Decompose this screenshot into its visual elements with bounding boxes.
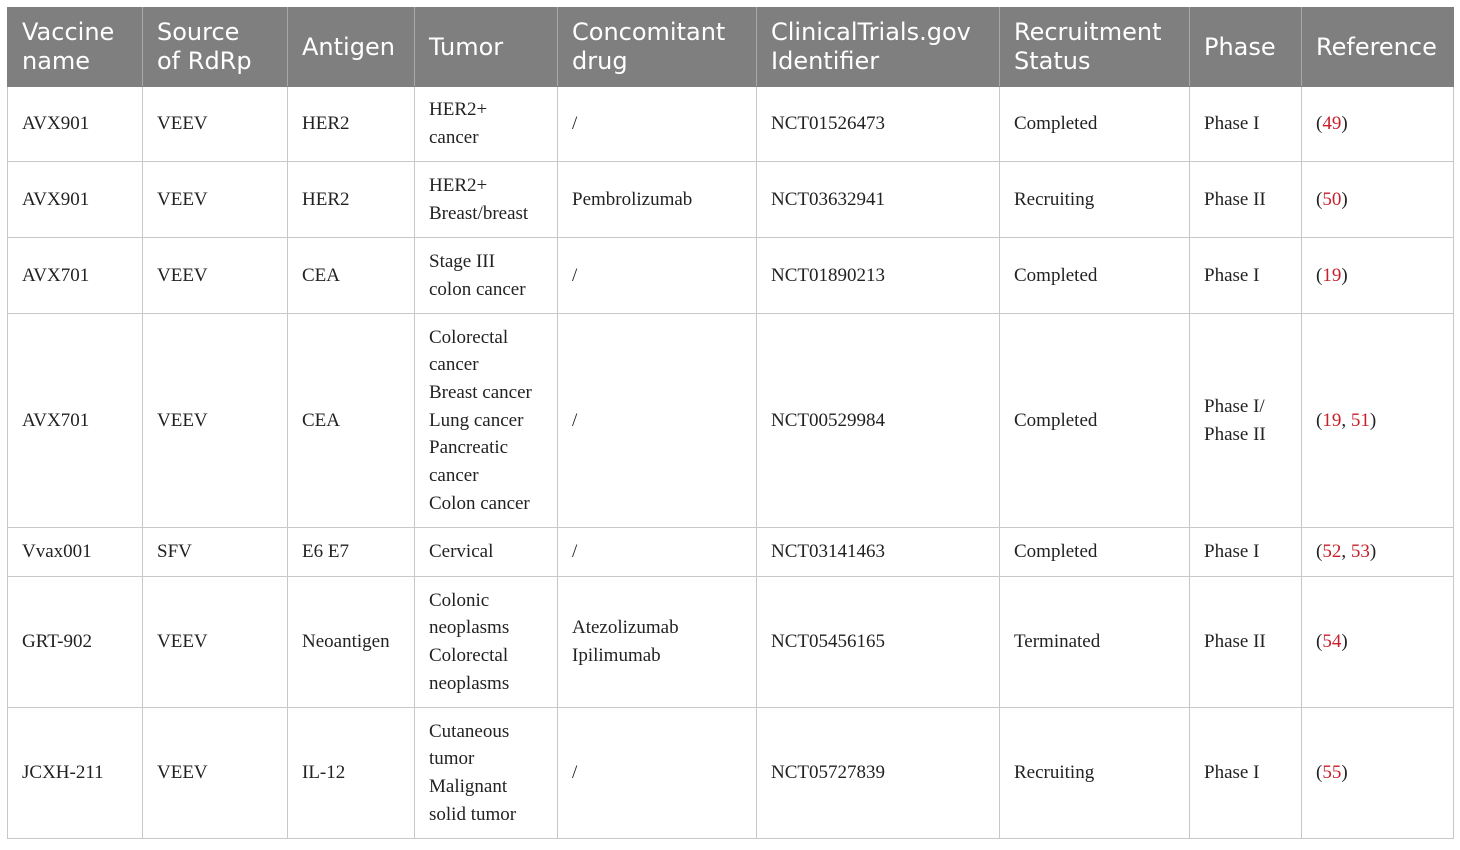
- cell-vaccine-name: JCXH-211: [8, 708, 143, 839]
- header-text: Identifier: [771, 47, 880, 75]
- cell-rdrp-source: VEEV: [143, 577, 288, 708]
- header-concomitant-drug: [558, 8, 757, 87]
- cell-phase-line: Phase I: [1204, 541, 1260, 563]
- header-text: Phase: [1204, 32, 1276, 61]
- cell-antigen: E6 E7: [288, 528, 415, 577]
- table-row: [8, 708, 1454, 839]
- cell-reference: (50): [1302, 162, 1454, 238]
- cell-phase: [1190, 528, 1302, 577]
- cell-rdrp-source: VEEV: [143, 708, 288, 839]
- table-row: [8, 314, 1454, 528]
- header-text: Source: [157, 18, 240, 46]
- header-recruitment-status: [1000, 8, 1190, 87]
- cell-reference: (55): [1302, 708, 1454, 839]
- header-text: Vaccine: [22, 18, 115, 46]
- cell-tumor-line: HER2+: [429, 174, 488, 196]
- cell-concomitant-drug-line: /: [572, 762, 578, 784]
- cell-tumor-line: cancer: [429, 127, 479, 148]
- cell-antigen: HER2: [288, 87, 415, 162]
- cell-concomitant-drug-line: Pembrolizumab: [572, 188, 693, 210]
- cell-tumor-line: Cervical: [429, 541, 494, 563]
- cell-tumor-line: Cutaneous: [429, 720, 510, 742]
- cell-trial-identifier: NCT00529984: [757, 314, 1000, 528]
- cell-rdrp-source: VEEV: [143, 87, 288, 162]
- cell-rdrp-source: VEEV: [143, 162, 288, 238]
- reference-link[interactable]: 52: [1322, 541, 1342, 563]
- cell-phase-line: Phase II: [1204, 631, 1266, 653]
- cell-recruitment-status: Recruiting: [1000, 162, 1190, 238]
- cell-recruitment-status: Completed: [1000, 87, 1190, 162]
- cell-concomitant-drug-line: Atezolizumab: [572, 617, 679, 639]
- header-phase: [1190, 8, 1302, 87]
- table-header: [8, 8, 1454, 87]
- cell-tumor-line: neoplasms: [429, 672, 510, 694]
- cell-tumor-line: Breast cancer: [429, 381, 532, 403]
- cell-trial-identifier: NCT01526473: [757, 87, 1000, 162]
- cell-tumor-line: Colon cancer: [429, 492, 530, 514]
- cell-tumor-line: HER2+: [429, 99, 488, 121]
- cell-tumor: [415, 577, 558, 708]
- cell-tumor: [415, 162, 558, 238]
- header-tumor: [415, 8, 558, 87]
- table-body: [8, 87, 1454, 839]
- cell-trial-identifier: NCT03632941: [757, 162, 1000, 238]
- cell-reference: (52, 53): [1302, 528, 1454, 577]
- cell-concomitant-drug: [558, 162, 757, 238]
- cell-tumor: [415, 238, 558, 314]
- reference-link[interactable]: 50: [1322, 188, 1342, 210]
- cell-phase: [1190, 708, 1302, 839]
- header-text: name: [22, 47, 91, 75]
- reference-link[interactable]: 19: [1322, 409, 1342, 431]
- header-trial-identifier: [757, 8, 1000, 87]
- cell-tumor-line: Colonic: [429, 589, 490, 611]
- cell-tumor-line: Pancreatic: [429, 437, 509, 459]
- header-text: ClinicalTrials.gov: [771, 18, 971, 46]
- cell-trial-identifier: NCT01890213: [757, 238, 1000, 314]
- cell-tumor-line: Colorectal: [429, 645, 509, 666]
- cell-tumor-line: Stage III: [429, 250, 495, 272]
- cell-tumor-line: cancer: [429, 465, 479, 487]
- cell-tumor: [415, 314, 558, 528]
- cell-antigen: IL-12: [288, 708, 415, 839]
- table-row: [8, 528, 1454, 577]
- header-antigen: [288, 8, 415, 87]
- cell-tumor-line: colon cancer: [429, 278, 526, 300]
- cell-tumor-line: solid tumor: [429, 803, 517, 825]
- table-row: [8, 238, 1454, 314]
- cell-concomitant-drug: [558, 528, 757, 577]
- reference-link[interactable]: 53: [1350, 541, 1370, 563]
- cell-antigen: Neoantigen: [288, 577, 415, 708]
- header-text: Tumor: [429, 32, 504, 61]
- cell-trial-identifier: NCT05727839: [757, 708, 1000, 839]
- cell-antigen: CEA: [288, 314, 415, 528]
- cell-antigen: HER2: [288, 162, 415, 238]
- cell-tumor-line: Breast/breast: [429, 202, 529, 224]
- cell-reference: (19, 51): [1302, 314, 1454, 528]
- cell-antigen: CEA: [288, 238, 415, 314]
- cell-concomitant-drug-line: /: [572, 113, 578, 135]
- cell-concomitant-drug-line: /: [572, 409, 578, 431]
- reference-link[interactable]: 49: [1322, 113, 1342, 135]
- cell-tumor-line: neoplasms: [429, 617, 510, 639]
- cell-phase: [1190, 162, 1302, 238]
- cell-phase: [1190, 238, 1302, 314]
- reference-link[interactable]: 51: [1350, 409, 1370, 431]
- cell-phase: [1190, 87, 1302, 162]
- header-text: Recruitment: [1014, 18, 1162, 46]
- header-text: Concomitant: [572, 18, 726, 46]
- header-text: Antigen: [302, 32, 395, 61]
- cell-concomitant-drug: [558, 314, 757, 528]
- cell-trial-identifier: NCT05456165: [757, 577, 1000, 708]
- cell-tumor-line: tumor: [429, 748, 475, 770]
- header-row: [8, 8, 1454, 87]
- rna-vaccine-trials-table: [7, 7, 1454, 839]
- reference-link[interactable]: 55: [1322, 762, 1342, 784]
- cell-vaccine-name: AVX701: [8, 314, 143, 528]
- cell-tumor-line: Malignant: [429, 776, 508, 797]
- cell-vaccine-name: AVX701: [8, 238, 143, 314]
- cell-tumor: [415, 87, 558, 162]
- cell-recruitment-status: Terminated: [1000, 577, 1190, 708]
- cell-phase: [1190, 314, 1302, 528]
- table-row: [8, 87, 1454, 162]
- cell-phase-line: Phase I: [1204, 762, 1260, 784]
- cell-phase-line: Phase I: [1204, 113, 1260, 135]
- trials-table-container: [7, 7, 1453, 839]
- reference-link[interactable]: 54: [1322, 631, 1342, 653]
- cell-recruitment-status: Completed: [1000, 314, 1190, 528]
- cell-phase: [1190, 577, 1302, 708]
- cell-concomitant-drug: [558, 87, 757, 162]
- cell-concomitant-drug-line: /: [572, 541, 578, 563]
- cell-recruitment-status: Completed: [1000, 238, 1190, 314]
- cell-phase-line: Phase II: [1204, 423, 1266, 445]
- cell-concomitant-drug: [558, 238, 757, 314]
- header-text: Reference: [1316, 32, 1437, 61]
- cell-tumor-line: Colorectal: [429, 326, 509, 348]
- cell-reference: (54): [1302, 577, 1454, 708]
- cell-tumor-line: Lung cancer: [429, 409, 524, 431]
- cell-recruitment-status: Recruiting: [1000, 708, 1190, 839]
- cell-phase-line: Phase II: [1204, 188, 1266, 210]
- header-text: Status: [1014, 47, 1091, 75]
- header-reference: [1302, 8, 1454, 87]
- cell-vaccine-name: AVX901: [8, 162, 143, 238]
- cell-rdrp-source: VEEV: [143, 314, 288, 528]
- header-text: of RdRp: [157, 47, 252, 75]
- cell-vaccine-name: Vvax001: [8, 528, 143, 577]
- cell-vaccine-name: AVX901: [8, 87, 143, 162]
- cell-phase-line: Phase I: [1204, 264, 1260, 286]
- cell-concomitant-drug-line: Ipilimumab: [572, 645, 661, 666]
- cell-concomitant-drug: [558, 708, 757, 839]
- cell-tumor: [415, 528, 558, 577]
- cell-phase-line: Phase I/: [1204, 395, 1265, 417]
- reference-link[interactable]: 19: [1322, 264, 1342, 286]
- cell-rdrp-source: VEEV: [143, 238, 288, 314]
- cell-recruitment-status: Completed: [1000, 528, 1190, 577]
- header-rdrp-source: [143, 8, 288, 87]
- cell-reference: (19): [1302, 238, 1454, 314]
- cell-trial-identifier: NCT03141463: [757, 528, 1000, 577]
- table-row: [8, 577, 1454, 708]
- header-text: drug: [572, 47, 628, 75]
- cell-tumor: [415, 708, 558, 839]
- cell-vaccine-name: GRT-902: [8, 577, 143, 708]
- cell-reference: (49): [1302, 87, 1454, 162]
- cell-tumor-line: cancer: [429, 354, 479, 376]
- table-row: [8, 162, 1454, 238]
- cell-concomitant-drug: [558, 577, 757, 708]
- header-vaccine-name: [8, 8, 143, 87]
- cell-rdrp-source: SFV: [143, 528, 288, 577]
- cell-concomitant-drug-line: /: [572, 264, 578, 286]
